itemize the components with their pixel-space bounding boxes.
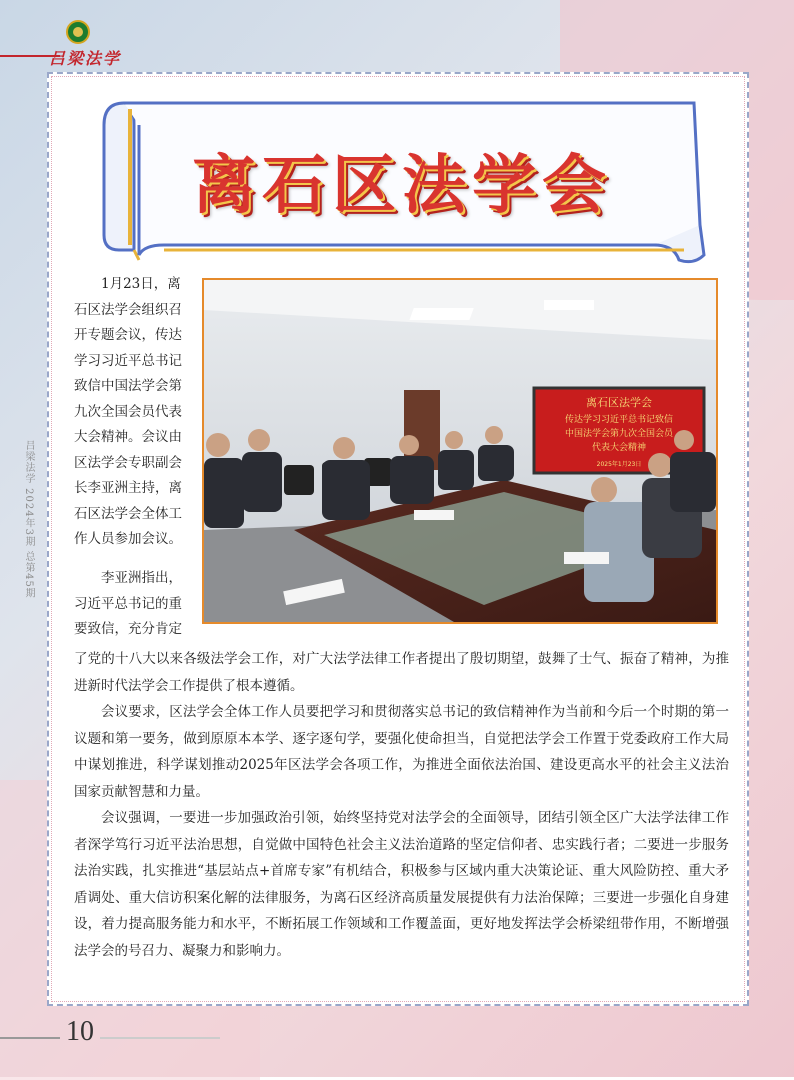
screen-line-4: 代表大会精神 [591,443,647,453]
magazine-brand: 吕梁法学 [49,49,122,68]
article-paragraph-2-cont: 了党的十八大以来各级法学会工作，对广大法学法律工作者提出了殷切期望，鼓舞了士气、振奋了精神，为推进新时代法学会工作提供了根本遵循。 [74,651,729,694]
article-paragraph-3: 会议要求，区法学会全体工作人员要把学习和贯彻落实总书记的致信精神作为当前和今后一个时期的第一议题和第一要务，做到原原本本学、逐字逐句学，要强化使命担当，自觉把法学会工作置于党委政府工作大局中谋划推进，科学谋划推动2025年区法学会各项工作，为推进全面依法治国、建设更高水平的社会主义法治国家贡献智慧和力量。 [74,704,729,800]
article-title: 离石区法学会 [192,148,612,223]
article-paragraph-4: 会议强调，一要进一步加强政治引领，始终坚持党对法学会的全面领导，团结引领全区广大法学法律工作者深学笃行习近平法治思想，自觉做中国特色社会主义法治道路的坚定信仰者、忠实践行者；二要进一步服务法治实践，扎实推进“基层站点+首席专家”有机结合，积极参与区域内重大决策论证、重大风险防控、重大矛盾调处、重大信访积案化解的法律服务，为离石区经济高质量发展提供有力法治保障；三要进一步强化自身建设，着力提高服务能力和水平，不断拓展工作领域和工作覆盖面，更好地发挥法学会桥梁纽带作用，不断增强法学会的号召力、凝聚力和影响力。 [74,810,729,959]
footer-rule [0,1037,60,1039]
issue-info: 吕梁法学 2024年3期 总第45期 [23,440,34,599]
screen-line-2: 传达学习习近平总书记致信 [564,415,674,425]
article-paragraph-1: 1月23日，离石区法学会组织召开专题会议，传达学习习近平总书记致信中国法学会第九次全国会员代表大会精神。会议由区法学会专职副会长李亚洲主持，离石区法学会全体工作人员参加会议。 [74,276,182,547]
screen-line-3: 中国法学会第九次全国会员 [564,429,674,439]
page-number: 10 [66,1016,94,1047]
article-paragraph-2-start [74,566,191,643]
screen-line-1: 离石区法学会 [586,396,652,409]
paragraph-2-start-text: 李亚洲指出，习近平总书记的重要致信，充分肯定 [74,570,182,637]
meeting-photo [202,278,718,624]
footer-rule [100,1037,220,1039]
article-body [74,646,729,964]
screen-date: 2025年1月23日 [596,461,642,468]
article-card [47,72,749,1006]
magazine-logo-icon [66,20,90,44]
